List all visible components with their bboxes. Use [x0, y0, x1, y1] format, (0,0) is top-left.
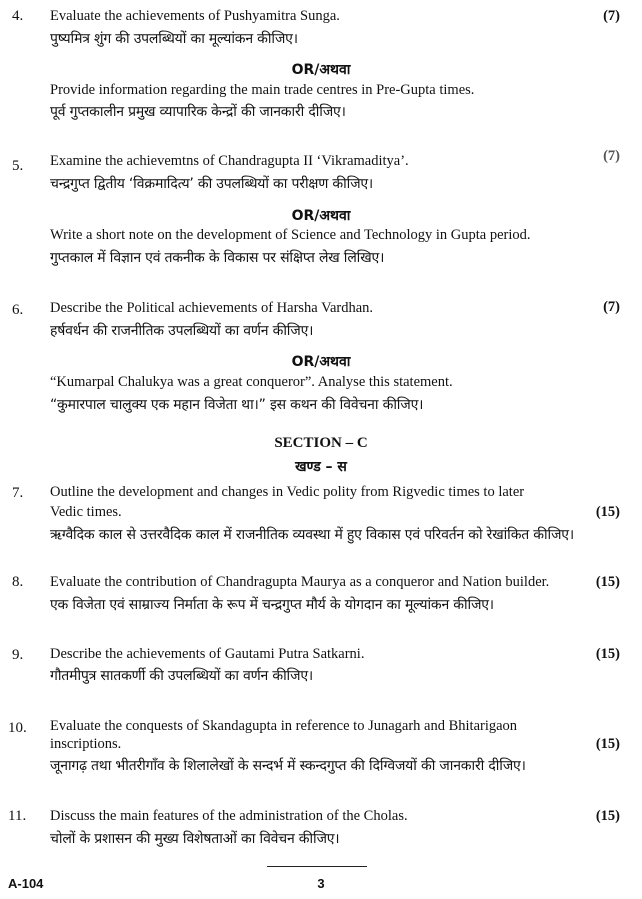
question-english-line1: Evaluate the conquests of Skandagupta in reference to Junagarh and Bhitarigaon — [50, 718, 518, 734]
question-english-line2: inscriptions. — [50, 736, 122, 752]
question-marks: (7) — [603, 299, 620, 315]
question-marks: (7) — [603, 148, 620, 164]
question-number: 6. — [12, 302, 24, 318]
alternative-english: “Kumarpal Chalukya was a great conqueror”. Analyse this statement. — [50, 374, 453, 390]
question-english: Evaluate the achievements of Pushyamitra Sunga. — [50, 8, 340, 24]
question-marks: (7) — [603, 8, 620, 24]
or-label: OR/अथवा — [291, 208, 351, 224]
question-english-line2: Vedic times. — [50, 504, 122, 520]
alternative-english: Write a short note on the development of Science and Technology in Gupta period. — [50, 227, 531, 243]
question-hindi: चन्द्रगुप्त द्वितीय ‘विक्रमादित्य’ की उपलब्धियों का परीक्षण कीजिए। — [50, 176, 374, 192]
question-hindi: हर्षवर्धन की राजनीतिक उपलब्धियों का वर्णन कीजिए। — [50, 323, 314, 339]
question-marks: (15) — [595, 646, 620, 662]
alternative-english: Provide information regarding the main trade centres in Pre-Gupta times. — [50, 82, 475, 98]
question-hindi: एक विजेता एवं साम्राज्य निर्माता के रूप में चन्द्रगुप्त मौर्य के योगदान का मूल्यांकन कीजिए। — [50, 597, 494, 613]
question-number: 9. — [12, 647, 24, 663]
question-hindi: पुष्यमित्र शुंग की उपलब्धियों का मूल्यांकन कीजिए। — [50, 31, 298, 47]
or-label: OR/अथवा — [291, 354, 351, 370]
question-number: 5. — [12, 158, 24, 174]
question-english-line1: Evaluate the contribution of Chandragupta Maurya as a conqueror and Nation builder. — [50, 574, 550, 590]
question-marks: (15) — [595, 574, 620, 590]
question-number: 7. — [12, 485, 24, 501]
question-english-line1: Discuss the main features of the administration of the Cholas. — [50, 808, 408, 824]
section-title-hindi: खण्ड – स — [295, 459, 347, 475]
footer-divider — [267, 866, 367, 867]
alternative-hindi: “कुमारपाल चालुक्य एक महान विजेता था।” इस कथन की विवेचना कीजिए। — [50, 397, 424, 413]
question-marks: (15) — [595, 808, 620, 824]
question-marks: (15) — [595, 504, 620, 520]
question-number: 8. — [12, 574, 24, 590]
question-hindi: गौतमीपुत्र सातकर्णी की उपलब्धियों का वर्णन कीजिए। — [50, 668, 314, 684]
question-marks: (15) — [595, 736, 620, 752]
question-number: 11. — [8, 808, 27, 824]
section-title: SECTION – C — [274, 435, 368, 451]
alternative-hindi: गुप्तकाल में विज्ञान एवं तकनीक के विकास पर संक्षिप्त लेख लिखिए। — [50, 250, 385, 266]
question-hindi: ऋग्वैदिक काल से उत्तरवैदिक काल में राजनीतिक व्यवस्था में हुए विकास एवं परिवर्तन को रेखांकित कीजिए। — [50, 527, 574, 543]
question-number: 10. — [8, 720, 27, 736]
question-hindi: चोलों के प्रशासन की मुख्य विशेषताओं का विवेचन कीजिए। — [50, 831, 340, 847]
question-english: Examine the achievemtns of Chandragupta II ‘Vikramaditya’. — [50, 153, 409, 169]
question-english: Describe the Political achievements of Harsha Vardhan. — [50, 300, 374, 316]
question-english-line1: Outline the development and changes in Vedic polity from Rigvedic times to later — [50, 484, 525, 500]
question-english-line1: Describe the achievements of Gautami Putra Satkarni. — [50, 646, 365, 662]
paper-code: A-104 — [8, 876, 44, 891]
question-number: 4. — [12, 8, 24, 24]
question-hindi: जूनागढ़ तथा भीतरीगाँव के शिलालेखों के सन्दर्भ में स्कन्दगुप्त की दिग्विजयों की जानकारी दीजिए। — [50, 758, 526, 774]
alternative-hindi: पूर्व गुप्तकालीन प्रमुख व्यापारिक केन्द्रों की जानकारी दीजिए। — [50, 104, 346, 120]
page-number: 3 — [317, 876, 325, 891]
or-label: OR/अथवा — [291, 62, 351, 78]
